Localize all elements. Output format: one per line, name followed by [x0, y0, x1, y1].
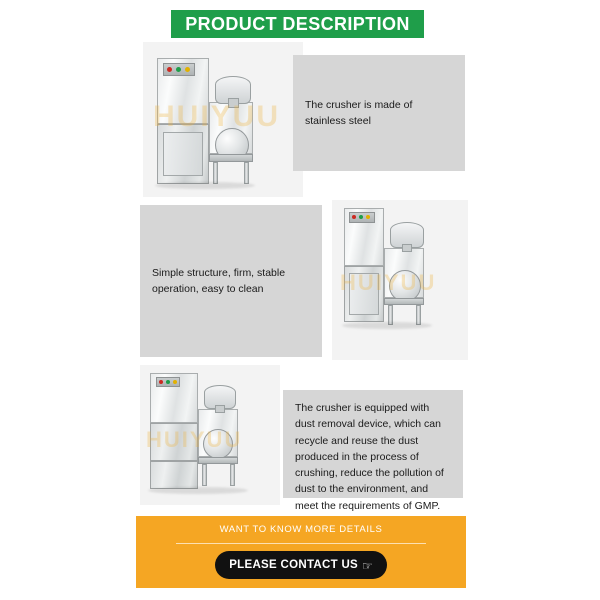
machine-leg-left — [202, 464, 207, 486]
machine-illustration — [143, 42, 303, 197]
footer-divider — [176, 543, 426, 544]
section-1-image — [143, 42, 303, 197]
footer-tagline: WANT TO KNOW MORE DETAILS — [219, 524, 383, 535]
section-1-text: The crusher is made of stainless steel — [305, 98, 413, 127]
machine-leg-right — [230, 464, 235, 486]
machine-cabinet-door — [349, 273, 379, 315]
machine-photo-3 — [140, 365, 280, 505]
machine-base-plate — [198, 457, 238, 464]
control-button-yellow — [173, 380, 177, 384]
control-button-yellow — [185, 67, 190, 72]
contact-us-label: PLEASE CONTACT US — [229, 559, 359, 571]
control-button-yellow — [366, 215, 370, 219]
watermark-text: HUIYUU — [153, 100, 281, 133]
control-button-green — [166, 380, 170, 384]
machine-leg-right — [244, 162, 249, 184]
section-2-textbox — [140, 205, 322, 357]
section-3-textbox — [283, 390, 463, 512]
machine-dust-cabinet-lower — [150, 461, 198, 489]
pointing-hand-icon: ☞ — [362, 559, 373, 573]
section-3-text: The crusher is equipped with dust removal device, which can recycle and reuse the dust produced in the process of crushing, reduce the pollution of dust to the environment, and meet the requirements of GMP. — [295, 402, 444, 512]
control-button-red — [352, 215, 356, 219]
machine-photo-2 — [332, 200, 468, 360]
page-title: PRODUCT DESCRIPTION — [185, 13, 410, 34]
section-2-text: Simple structure, firm, stable operation, easy to clean — [152, 266, 286, 295]
page-title-banner — [171, 10, 424, 38]
control-button-red — [159, 380, 163, 384]
section-2-image — [332, 200, 468, 360]
control-button-red — [167, 67, 172, 72]
machine-illustration — [140, 365, 280, 505]
footer-cta-banner — [136, 516, 466, 588]
watermark-text: HUIYUU — [340, 270, 437, 295]
control-button-green — [176, 67, 181, 72]
machine-hopper-neck — [402, 244, 412, 252]
machine-grinding-drum — [203, 429, 233, 459]
machine-shadow — [155, 182, 255, 189]
control-button-green — [359, 215, 363, 219]
section-3-image — [140, 365, 280, 505]
section-1-textbox — [293, 55, 465, 171]
machine-base-plate — [209, 154, 253, 162]
machine-dust-cabinet-mid — [150, 423, 198, 461]
machine-leg-left — [213, 162, 218, 184]
contact-us-button[interactable] — [215, 551, 387, 579]
machine-hopper-neck — [215, 405, 225, 413]
machine-shadow — [148, 487, 248, 494]
machine-cabinet-door — [163, 132, 203, 176]
machine-illustration — [332, 200, 468, 360]
watermark-text: HUIYUU — [146, 427, 243, 452]
machine-base-plate — [384, 298, 424, 305]
machine-hopper-neck — [228, 98, 239, 108]
machine-shadow — [342, 322, 432, 329]
machine-photo-1 — [143, 42, 303, 197]
